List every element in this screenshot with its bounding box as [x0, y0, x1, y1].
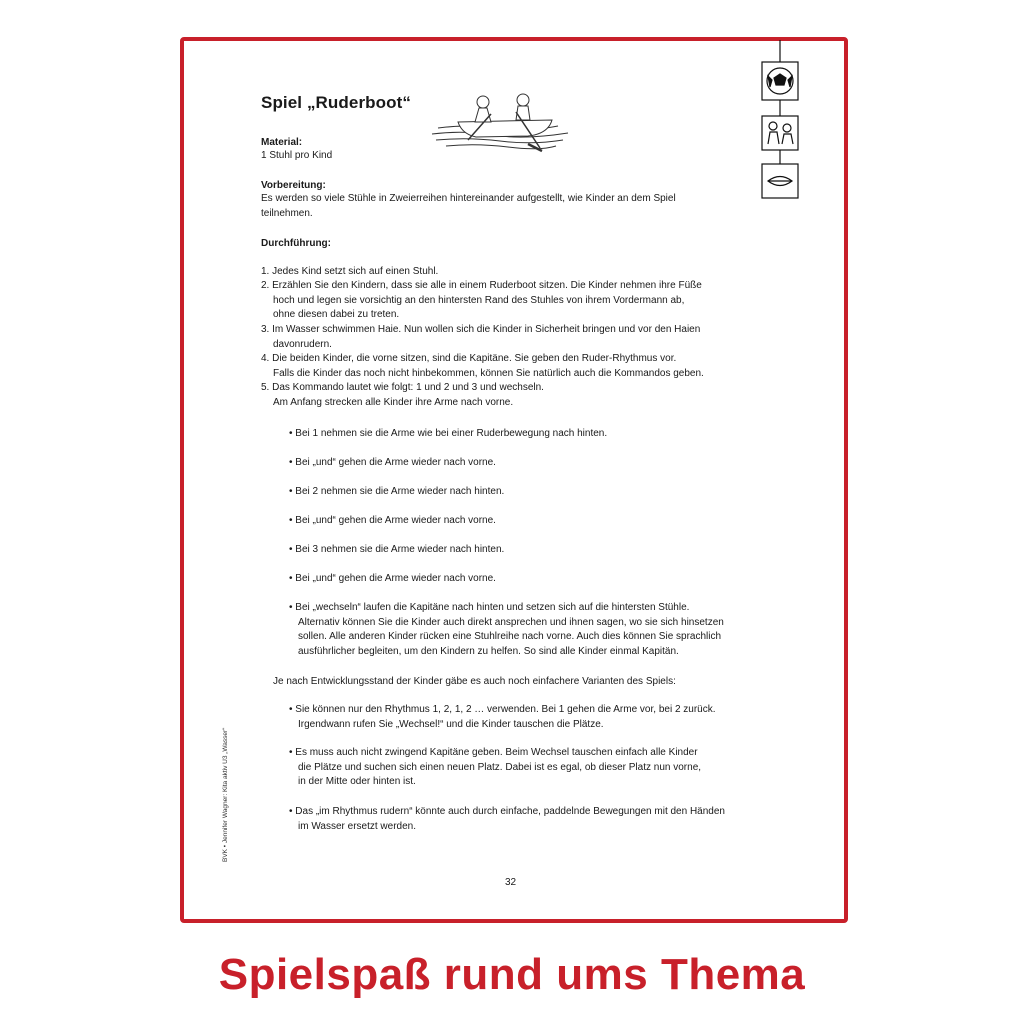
bullet-item: • Bei „und“ gehen die Arme wieder nach vorne.: [289, 515, 496, 526]
bullet-item: [289, 805, 725, 834]
step-item: [261, 381, 544, 410]
bullet-item: • Bei „und“ gehen die Arme wieder nach vorne.: [289, 457, 496, 468]
bullet-item: • Bei „und“ gehen die Arme wieder nach vorne.: [289, 573, 496, 584]
step-line: hoch und legen sie vorsichtig an den hintersten Rand des Stuhles von ihrem Vordermann ab,: [273, 294, 685, 306]
side-icons: [756, 40, 806, 210]
variants-intro: Je nach Entwicklungsstand der Kinder gäbe es auch noch einfachere Varianten des Spiels:: [273, 676, 676, 687]
side-credit: BVK • Jennifer Wagner: Kita aktiv U3 „Wasser“: [222, 727, 229, 862]
bullet-line: • Das „im Rhythmus rudern“ könnte auch durch einfache, paddelnde Bewegungen mit den Händen: [289, 806, 725, 817]
step-item: [261, 352, 704, 381]
children-icon: [762, 116, 798, 150]
bullet-item: • Bei 1 nehmen sie die Arme wie bei einer Ruderbewegung nach hinten.: [289, 428, 608, 439]
step-line: 4. Die beiden Kinder, die vorne sitzen, sind die Kapitäne. Sie geben den Ruder-Rhythmus vor.: [261, 353, 677, 364]
step-line: 5. Das Kommando lautet wie folgt: 1 und 2 und 3 und wechseln.: [261, 382, 544, 393]
step-line: davonrudern.: [273, 338, 332, 350]
step-item: [261, 323, 700, 352]
vorbereitung-line: teilnehmen.: [261, 208, 313, 219]
vorbereitung-line: Es werden so viele Stühle in Zweierreihen hintereinander aufgestellt, wie Kinder an dem Spiel: [261, 193, 676, 204]
bullet-line: • Bei „wechseln“ laufen die Kapitäne nach hinten und setzen sich auf die hintersten Stühle.: [289, 602, 690, 613]
bullet-line: ausführlicher begleiten, um den Kindern zu helfen. So sind alle Kinder einmal Kapitän.: [298, 645, 679, 657]
step-item: [261, 279, 702, 323]
vorbereitung-heading: Vorbereitung:: [261, 180, 326, 191]
step-line: 2. Erzählen Sie den Kindern, dass sie alle in einem Ruderboot sitzen. Die Kinder nehmen ihre Füße: [261, 280, 702, 291]
bullet-item: [289, 703, 716, 732]
bullet-item: • Bei 2 nehmen sie die Arme wieder nach hinten.: [289, 486, 505, 497]
durchfuehrung-heading: Durchführung:: [261, 238, 331, 249]
material-heading: Material:: [261, 137, 303, 148]
page-number: 32: [505, 877, 517, 888]
bullet-line: • Sie können nur den Rhythmus 1, 2, 1, 2 … verwenden. Bei 1 gehen die Arme vor, bei 2 zurück.: [289, 704, 716, 715]
bullet-line: • Es muss auch nicht zwingend Kapitäne geben. Beim Wechsel tauschen einfach alle Kinder: [289, 747, 698, 758]
bullet-item: [289, 746, 701, 790]
bullet-line: Irgendwann rufen Sie „Wechsel!“ und die Kinder tauschen die Plätze.: [298, 718, 604, 730]
step-line: ohne diesen dabei zu treten.: [273, 309, 400, 321]
step-line: Falls die Kinder das noch nicht hinbekommen, können Sie natürlich auch die Kommandos geben.: [273, 367, 704, 379]
rowing-boat-illustration: [428, 88, 578, 156]
bullet-line: sollen. Alle anderen Kinder rücken eine Stuhlreihe nach vorne. Auch dies können Sie sprachlich: [298, 631, 722, 643]
material-text: 1 Stuhl pro Kind: [261, 150, 333, 161]
bullet-line: die Plätze und suchen sich einen neuen Platz. Dabei ist es egal, ob dieser Platz nun vorne,: [298, 761, 702, 773]
bullet-line: im Wasser ersetzt werden.: [298, 820, 416, 832]
step-item: 1. Jedes Kind setzt sich auf einen Stuhl.: [261, 266, 439, 277]
bullet-line: Alternativ können Sie die Kinder auch direkt ansprechen und ihnen sagen, wo sie sich hinsetzen: [298, 616, 724, 628]
page-title: Spiel „Ruderboot“: [261, 93, 411, 112]
step-line: Am Anfang strecken alle Kinder ihre Arme nach vorne.: [273, 396, 514, 408]
step-line: 3. Im Wasser schwimmen Haie. Nun wollen sich die Kinder in Sicherheit bringen und vor den Haien: [261, 324, 701, 335]
bullet-line: in der Mitte oder hinten ist.: [298, 776, 416, 788]
banner-heading: Spielspaß rund ums Thema: [218, 950, 806, 999]
bullet-item: [289, 601, 724, 659]
bullet-item: • Bei 3 nehmen sie die Arme wieder nach hinten.: [289, 544, 505, 555]
